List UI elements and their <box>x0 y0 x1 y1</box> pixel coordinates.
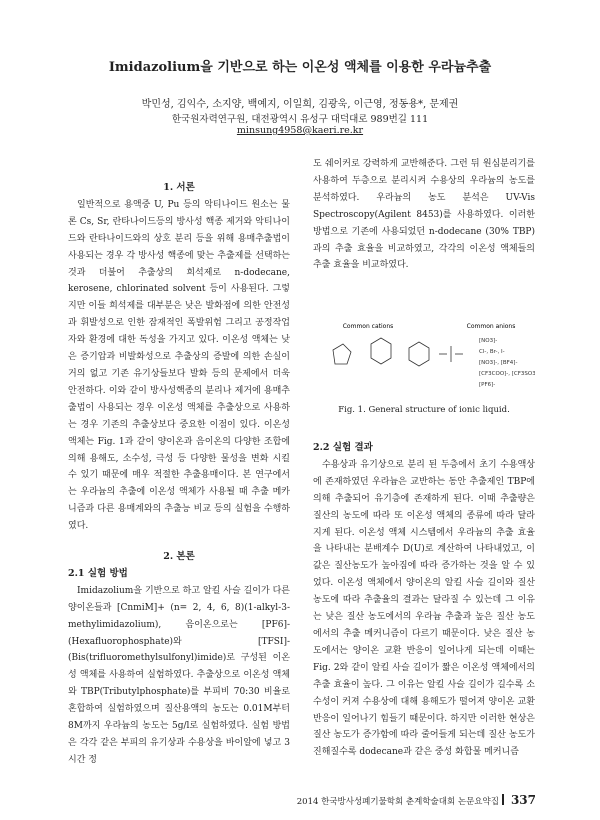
page-footer <box>297 793 536 807</box>
method-heading: 2.1 실험 방법 <box>68 567 128 579</box>
method-paragraph: Imidazolium을 기반으로 하고 알킬 사슬 길이가 다른 양이온들과 [CnmiM]+ (n= 2, 4, 6, 8)(1-alkyl-3-methylimidazolium), 음이온으로는 [PF6]-(Hexafluorophosphate)와 [TFSI]-(Bis(trifluoromethylsulfonyl)imide)로 구성된 이온성 액체를 사용하여 실험하였다. 추출상으로 이온성 액체와 TBP(Tributylphosphate)를 부피비 70:30 비율로 혼합하여 실험하였으며 질산용액의 농도는 0.01M부터 8M까지 우라늄의 농도는 5g/l로 실험하였다. 실험 방법은 각각 같은 부피의 유기상과 수용상을 바이알에 넣고 3시간 정 <box>68 585 290 765</box>
affiliation: 한국원자력연구원, 대전광역시 유성구 대덕대로 989번길 111 <box>171 114 429 125</box>
cation-structures <box>333 338 463 366</box>
intro-heading: 1. 서론 <box>163 182 195 193</box>
author-list: 박민성, 김익수, 소지양, 백예지, 이일희, 김광욱, 이근영, 정동용*, 문제권 <box>141 99 459 110</box>
author-email[interactable]: minsung4958@kaeri.re.kr <box>236 125 364 136</box>
footer-divider <box>502 794 504 805</box>
results-heading: 2.2 실험 결과 <box>313 442 373 453</box>
ammonium-ring <box>409 342 429 366</box>
figure-caption: Fig. 1. General structure of ionic liquid. <box>338 405 510 415</box>
right-column <box>313 156 535 274</box>
page-number: 337 <box>510 793 536 807</box>
ionic-liquid-structure-svg <box>313 322 535 402</box>
anion-item: [PF6]- <box>479 382 496 388</box>
body-heading: 2. 본론 <box>163 551 195 563</box>
ionic-liquid-figure <box>313 322 535 402</box>
cations-label: Common cations <box>342 323 394 330</box>
anion-item: Cl-, Br-, I- <box>479 349 505 355</box>
anion-item: [NO3]- <box>479 338 498 344</box>
imidazolium-ring <box>333 344 351 364</box>
anion-list <box>479 338 535 388</box>
footer-text: 2014 한국방사성폐기물학회 춘계학술대회 논문요약집 <box>296 797 499 807</box>
anion-item: [CF3COO]-, [CF3SO3]- <box>479 371 535 377</box>
intro-paragraph: 일반적으로 용액중 U, Pu 등의 악티나이드 원소는 물론 Cs, Sr, 란타나이드등의 방사성 핵종 제거와 악티나이드와 란타나이드와의 상호 분리 등을 위해 용매추출법이 사용되는 경우 각 방사성 핵종에 맞는 추출제를 선택하는 것과 더불어 추출상의 희석제로 n-dodecane, kerosene, chlorinated solvent 등이 사용된다. 그렇지만 이들 희석제를 대부분은 낮은 발화점에 의한 안전성과 휘발성으로 인한 잠재적인 폭발위험 그리고 공정작업자와 환경에 대한 독성을 가지고 있다. 이온성 액체는 낮은 증기압과 비발화성으로 추출상의 증발에 의한 손실이 거의 없고 기존 유기상들보다 발화 등의 문제에서 더욱 안전하다. 이와 같이 방사성핵종의 분리나 제거에 용매추출법이 사용되는 경우 이온성 액체를 추출상으로 사용하는 경우 기존의 추출상보다 중요한 이점이 있다. 이온성 액체는 Fig. 1과 같이 양이온과 음이온의 다양한 조합에 의해 용해도, 소수성, 극성 등 다양한 물성을 변화 시킬 수 있기 때문에 매우 적절한 추출용매이다. 본 연구에서는 우라늄의 추출에 이온성 액체가 사용될 때 추출 메카니즘과 다른 용매계와의 추출능 비교 등의 실험을 수행하였다. <box>68 199 290 532</box>
results-block <box>313 440 535 761</box>
method-continued-paragraph: 도 쉐이커로 강력하게 교반해준다. 그런 뒤 원심분리기를 사용하여 두층으로 분리시켜 수용상의 우라늄의 농도를 분석하였다. 우라늄의 농도 분석은 UV-Vis Spectroscopy(Agilent 8453)를 사용하였다. 이러한 방법으로 기존에 사용되었던 n-dodecane (30% TBP)과의 추출 효율을 비교하였고, 각각의 이온성 액체들의 추출 효율을 비교하였다. <box>313 159 535 271</box>
results-paragraph: 수용상과 유기상으로 분리 된 두층에서 초기 수용액상에 존재하였던 우라늄은 교반하는 동안 추출제인 TBP에 의해 추출되어 유기층에 존재하게 된다. 이때 추출량은 질산의 농도에 따라 또 이온성 액체의 종류에 따라 달라지게 된다. 이온성 액체 시스템에서 우라늄의 추출 효율을 나타내는 분배계수 D(U)로 계산하여 나타내었고, 이 값은 질산농도가 높아짐에 따라 증가하는 것을 알 수 있었다. 이온성 액체에서 양이온의 알킬 사슬 길이와 질산 농도에 따라 추출율의 결과는 달라질 수 있는데 그 이유는 낮은 질산 농도에서의 우라늄 추출과 높은 질산 농도에서의 추출 메커니즘이 다르기 때문이다. 낮은 질산 농도에서는 양이온 교환 반응이 일어나게 되는데 이때는 Fig. 2와 같이 알킬 사슬 길이가 짧은 이온성 액체에서의 추출 효율이 높다. 그 이유는 알킬 사슬 길이가 길수록 소수성이 커져 수용상에 대해 용해도가 떨어져 양이온 교환반응이 일어나기 힘들기 때문이다. 하지만 이러한 현상은 질산 농도가 증가함에 따라 줄어들게 되는데 질산 농도가 진해질수록 dodecane과 같은 중성 화합물 메커니즘 <box>313 459 535 758</box>
paper-title: Imidazolium을 기반으로 하는 이온성 액체를 이용한 우라늄추출 <box>108 60 492 75</box>
pyridinium-ring <box>371 338 391 364</box>
anions-label: Common anions <box>466 323 516 330</box>
anion-item: [NO3]-, [BF4]- <box>479 360 518 366</box>
left-column <box>68 180 290 769</box>
